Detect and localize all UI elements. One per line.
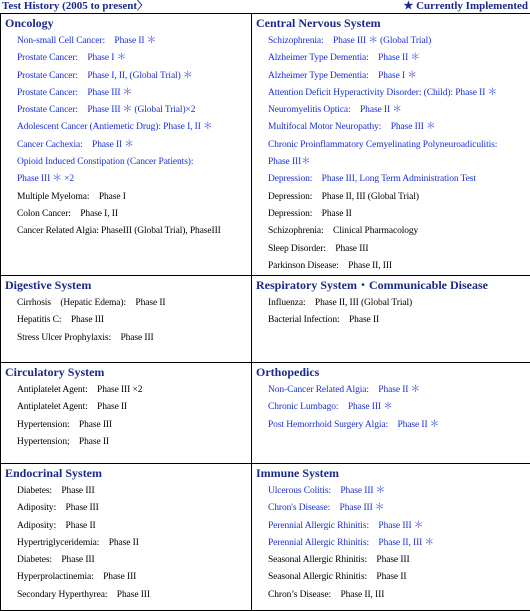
trial-item: Cancer Related Algia: PhaseIII (Global Trial), PhaseIII [17,226,221,237]
trial-item: Chron’s Disease: Phase II, III [268,589,385,600]
trial-item: Chron's Disease: Phase III ＊ [268,503,385,514]
trial-item: Hypertriglyceridemia: Phase II [17,537,139,548]
trial-item: Phase III ＊ ×2 [17,174,74,185]
therapeutic-area-grid [0,13,530,611]
section-title: Oncology [5,16,54,30]
trial-item: Multifocal Motor Neuropathy: Phase III ＊ [268,122,436,133]
trial-item: Hypertension: Phase III [17,419,113,430]
trial-item: Non-Cancer Related Algia: Phase II ＊ [268,385,421,395]
section-orthopedics [252,363,530,464]
trial-item: Bacterial Infection: Phase II [268,315,380,326]
trial-item: Antiplatelet Agent: Phase II [17,402,128,413]
trial-item: Opioid Induced Constipation (Cancer Patients): [17,157,194,168]
section-immune-system [252,464,530,610]
trial-item: Ulcerous Colitis: Phase III ＊ [268,486,386,496]
trial-item: Hepatitis C: Phase III [17,315,104,326]
trial-item: Depression: Phase III, Long Term Administration Test [268,174,476,185]
trial-item: Adiposity: Phase III [17,503,99,514]
page-title: Test History (2005 to present〉 [2,0,149,12]
trial-item: Cirrhosis (Hepatic Edema): Phase II [17,298,166,308]
trial-item: Prostate Cancer: Phase III ＊ [17,87,133,98]
section-title: Central Nervous System [256,16,381,30]
trial-item: Post Hemorrhoid Surgery Algia: Phase II ＊ [268,419,440,430]
trial-item: Parkinson Disease: Phase II, III [268,260,392,271]
legend-note: ★ Currently Implemented [403,0,528,12]
trial-item: Hypertension; Phase II [17,436,109,447]
trial-item: Prostate Cancer: Phase III ＊ (Global Trial)×2 [17,105,196,116]
trial-item: Sleep Disorder: Phase III [268,243,369,254]
trial-item: Schizophrenia: Clinical Pharmacology [268,226,419,237]
trial-item: Perennial Allergic Rhinitis: Phase III ＊ [268,520,424,531]
trial-item: Diabetes: Phase III [17,486,95,496]
section-endocrinal-system [1,464,252,610]
trial-item: Non-small Cell Cancer: Phase II ＊ [17,36,157,46]
trial-item: Phase III＊ [268,157,311,168]
trial-item: Stress Ulcer Prophylaxis: Phase III [17,332,154,343]
trial-item: Attention Deficit Hyperactivity Disorder: (Child): Phase II ＊ [268,87,497,98]
section-title: Digestive System [5,278,92,292]
trial-item: Adolescent Cancer (Antiemetic Drug): Phase I, II ＊ [17,122,213,133]
section-digestive-system [1,276,252,363]
trial-item: Antiplatelet Agent: Phase III ×2 [17,385,143,395]
section-oncology [1,14,252,276]
trial-item: Hyperprolactinemia: Phase III [17,572,137,583]
trial-item: Chronic Lumbago: Phase III ＊ [268,402,393,413]
trial-item: Schizophrenia: Phase III ＊ (Global Trial) [268,36,432,46]
trial-item: Neuromyelitis Optica: Phase II ＊ [268,105,402,116]
trial-item: Chronic Proinflammatory Cemyelinating Polyneuroadiculitis: [268,139,498,150]
trial-item: Adiposity: Phase II [17,520,96,531]
trial-item: Seasonal Allergic Rhinitis: Phase II [268,572,407,583]
trial-item: Seasonal Allergic Rhinitis: Phase III [268,555,410,566]
trial-item: Prostate Cancer: Phase I, II, (Global Trial) ＊ [17,70,193,81]
section-title: Endocrinal System [5,466,103,480]
section-respiratory-system-communicable-disease [252,276,530,363]
trial-item: Multiple Myeloma: Phase I [17,191,126,202]
section-title: Respiratory System・Communicable Disease [256,278,488,292]
trial-item: Prostate Cancer: Phase I ＊ [17,53,126,64]
trial-item: Influenza: Phase II, III (Global Trial) [268,298,413,308]
trial-item: Secondary Hyperthyrea: Phase III [17,589,150,600]
trial-item: Alzheimer Type Dementia: Phase II ＊ [268,53,420,64]
section-central-nervous-system [252,14,530,276]
trial-item: Depression: Phase II [268,208,352,219]
trial-item: Depression: Phase II, III (Global Trial) [268,191,419,202]
header-bar [0,0,530,13]
trial-item: Perennial Allergic Rhinitis: Phase II, III ＊ [268,537,434,548]
trial-item: Cancer Cachexia: Phase II ＊ [17,139,134,150]
section-circulatory-system [1,363,252,464]
trial-item: Colon Cancer: Phase I, II [17,208,118,219]
section-title: Immune System [256,466,339,480]
trial-item: Diabetes: Phase III [17,555,95,566]
section-title: Orthopedics [256,365,320,379]
trial-item: Alzheimer Type Dementia: Phase I ＊ [268,70,417,81]
section-title: Circulatory System [5,365,105,379]
